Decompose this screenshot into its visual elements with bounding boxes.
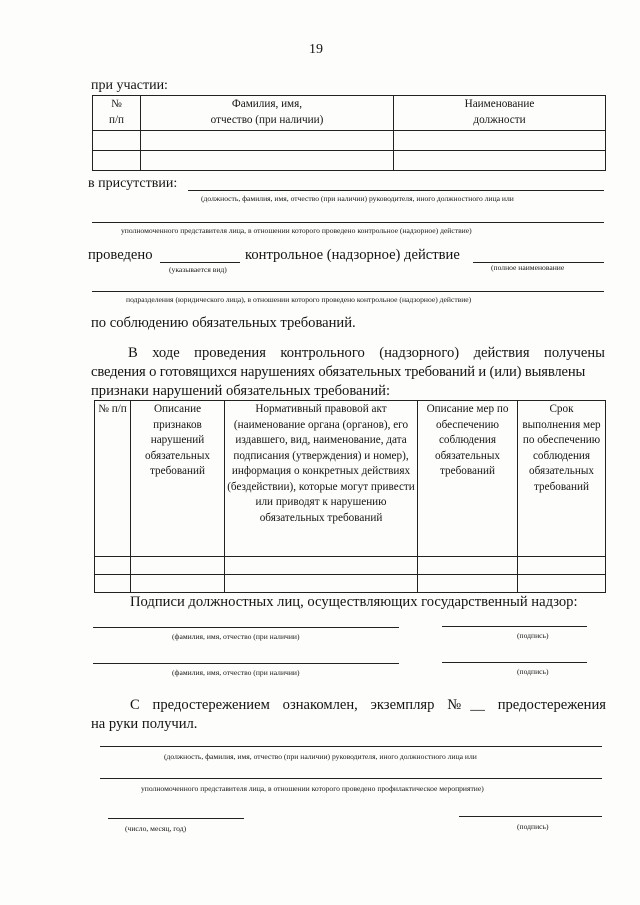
paragraph-line-1: В ходе проведения контрольного (надзорного) действия получены (128, 345, 605, 361)
table-row (95, 557, 606, 575)
violations-table (94, 400, 606, 593)
fio-line-2 (93, 663, 399, 664)
table-row (95, 575, 606, 593)
presence-label: в присутствии: (88, 176, 178, 191)
signature-caption-1: (подпись) (517, 631, 549, 640)
conducted-type-caption: (указывается вид) (169, 265, 227, 274)
bottom-line-2 (100, 778, 602, 779)
paragraph-line-2: сведения о готовящихся нарушениях обязательных требований и (или) выявлены (91, 364, 586, 380)
presence-line-2 (92, 222, 604, 223)
violations-header-desc: Описание признаков нарушений обязательных требований (131, 401, 225, 557)
control-action-text: контрольное (надзорное) действие (245, 247, 460, 263)
participants-header-num: № п/п (93, 96, 141, 131)
signature-caption-2: (подпись) (517, 667, 549, 676)
subdivision-line (92, 291, 604, 292)
familiarized-line-1: С предостережением ознакомлен, экземпляр №__ предостережения (130, 697, 606, 713)
fio-caption-2: (фамилия, имя, отчество (при наличии) (172, 668, 300, 677)
conducted-word: проведено (88, 247, 153, 263)
signature-caption-3: (подпись) (517, 822, 549, 831)
violations-header-measures: Описание мер по обеспечению соблюдения обязательных требований (418, 401, 518, 557)
participants-header-name: Фамилия, имя, отчество (при наличии) (141, 96, 394, 131)
signature-line-2 (442, 662, 587, 663)
conducted-type-line (160, 262, 240, 263)
signature-line-1 (442, 626, 587, 627)
signatures-heading: Подписи должностных лиц, осуществляющих государственный надзор: (130, 594, 578, 610)
presence-caption-1: (должность, фамилия, имя, отчество (при наличии) руководителя, иного должностного лица или (201, 194, 514, 203)
full-name-caption: (полное наименование (491, 263, 565, 272)
date-line (108, 818, 244, 819)
participation-label: при участии: (91, 78, 168, 93)
fio-caption-1: (фамилия, имя, отчество (при наличии) (172, 632, 300, 641)
violations-header-act: Нормативный правовой акт (наименование органа (органов), его издавшего, вид, наименование, дата подписания (утверждения) и номер), информация о конкретных действиях (бездействии), которые могут привести или приводят к нарушению обязательных требований (225, 401, 418, 557)
table-row (93, 131, 606, 151)
table-row (93, 151, 606, 171)
compliance-text: по соблюдению обязательных требований. (91, 315, 356, 331)
presence-caption-2: уполномоченного представителя лица, в отношении которого проведено контрольное (надзорное) действие) (121, 226, 472, 235)
paragraph-line-3: признаки нарушений обязательных требований: (91, 383, 391, 399)
subdivision-caption: подразделения (юридического лица), в отношении которого проведено контрольное (надзорное) действие) (126, 295, 472, 304)
page-number: 19 (309, 42, 323, 57)
participants-header-position: Наименование должности (394, 96, 606, 131)
violations-header-term: Срок выполнения мер по обеспечению соблюдения обязательных требований (518, 401, 606, 557)
date-caption: (число, месяц, год) (125, 824, 187, 833)
fio-line-1 (93, 627, 399, 628)
bottom-line-1 (100, 746, 602, 747)
bottom-caption-2: уполномоченного представителя лица, в отношении которого проведено профилактическое мероприятие) (141, 784, 484, 793)
signature-line-3 (459, 816, 602, 817)
familiarized-line-2: на руки получил. (91, 716, 198, 732)
presence-line (188, 190, 604, 191)
violations-header-num: № п/п (95, 401, 131, 557)
bottom-caption-1: (должность, фамилия, имя, отчество (при наличии) руководителя, иного должностного лица или (164, 752, 477, 761)
participants-table (92, 95, 606, 171)
